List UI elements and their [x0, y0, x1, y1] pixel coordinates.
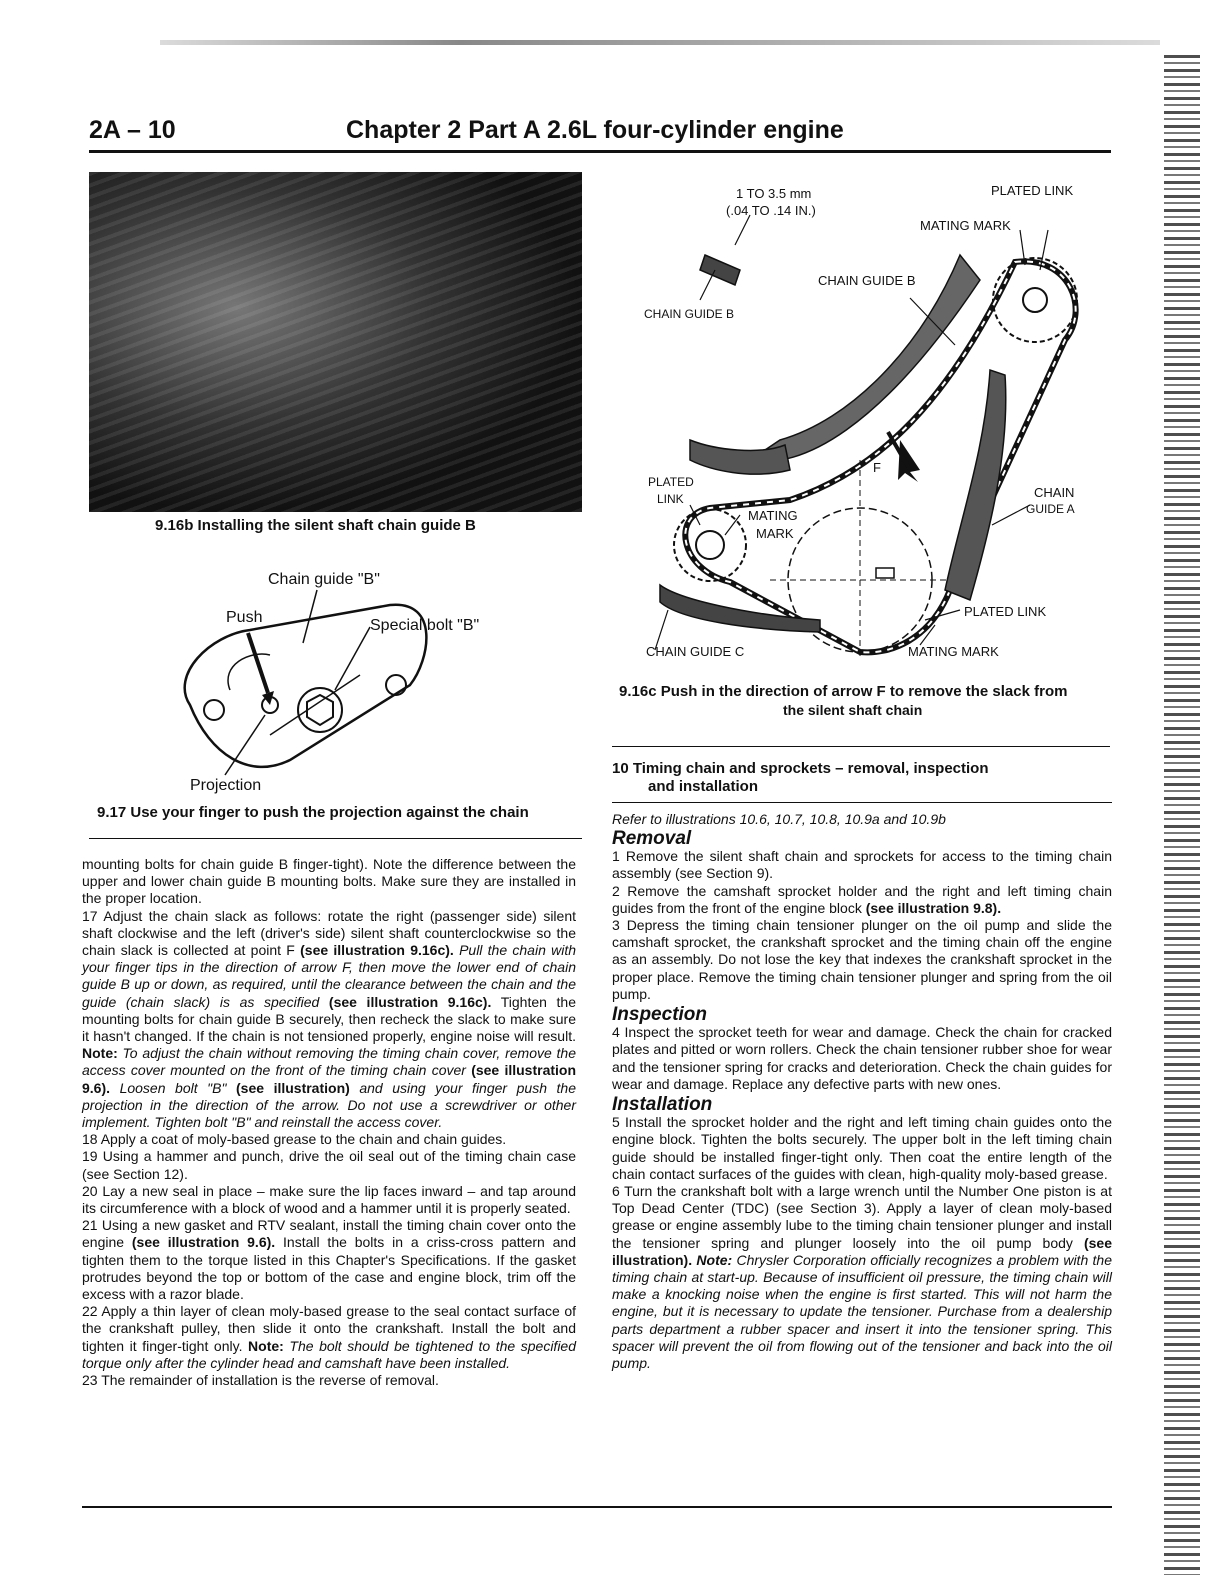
- left-text-column: [82, 856, 576, 1389]
- label-chain-guide-c: CHAIN GUIDE C: [646, 644, 745, 659]
- label-plated-link-bottom: PLATED LINK: [964, 604, 1047, 619]
- label-mating-left-2: MARK: [756, 526, 794, 541]
- section-10-title-1: 10 Timing chain and sprockets – removal, inspection: [612, 760, 989, 777]
- chapter-title: Chapter 2 Part A 2.6L four-cylinder engine: [346, 116, 844, 144]
- paragraph-16-cont: mounting bolts for chain guide B finger-tight). Note the difference between the upper and lower chain guide B mounting bolts. Make sure they are installed in the proper location.: [82, 856, 576, 907]
- label-mating-left-1: MATING: [748, 508, 798, 523]
- label-chain-guide-a-1: CHAIN: [1034, 485, 1075, 500]
- header-rule: [89, 150, 1111, 153]
- caption-9-16c-line2: the silent shaft chain: [783, 702, 923, 718]
- label-plated-link-left-1: PLATED: [648, 475, 694, 489]
- paragraph-19: 19 Using a hammer and punch, drive the oil seal out of the timing chain case (see Section 12).: [82, 1148, 576, 1182]
- paragraph-r4: 4 Inspect the sprocket teeth for wear and damage. Check the chain for cracked plates and pitted or worn rollers. Check the chain tensioner rubber shoe for wear and the tensioner spring for cracks and deterioration. Check the chain guides for wear and damage. Replace any defective parts with new ones.: [612, 1024, 1112, 1092]
- caption-9-16c-line1: 9.16c Push in the direction of arrow F to remove the slack from: [619, 683, 1068, 700]
- label-arrow-f: F: [873, 460, 881, 475]
- caption-9-17: 9.17 Use your finger to push the projection against the chain: [97, 804, 529, 821]
- scan-edge-artifact: [1164, 55, 1200, 1575]
- paragraph-21: 21 Using a new gasket and RTV sealant, install the timing chain cover onto the engine (see illustration 9.6). Install the bolts in a criss-cross pattern and tighten them to the torque listed in this Chapter's Specifications. If the gasket protrudes beyond the top or bottom of the case and engine block, trim off the excess with a razor blade.: [82, 1217, 577, 1303]
- section-10-title-2: and installation: [648, 778, 759, 795]
- heading-inspection: Inspection: [612, 1004, 708, 1026]
- diagram-chain-guide-projection: [170, 565, 520, 795]
- caption-9-16b: 9.16b Installing the silent shaft chain guide B: [155, 517, 476, 534]
- label-push: Push: [226, 609, 263, 626]
- paragraph-20: 20 Lay a new seal in place – make sure the lip faces inward – and tap around its circumference with a block of wood and a hammer until it is properly seated.: [82, 1182, 576, 1217]
- refer-illustrations: Refer to illustrations 10.6, 10.7, 10.8, 10.9a and 10.9b: [612, 811, 946, 827]
- label-chain-guide-a-2: GUIDE A: [1026, 502, 1075, 516]
- diagram-silent-shaft-chain: [620, 170, 1100, 670]
- section-rule: [612, 802, 1112, 803]
- label-special-bolt: Special bolt "B": [370, 617, 480, 634]
- label-chain-guide-b-detail: CHAIN GUIDE B: [644, 307, 735, 321]
- paragraph-22: 22 Apply a thin layer of clean moly-based grease to the seal contact surface of the crankshaft pulley, then slide it onto the crankshaft. Install the bolt and tighten it finger-tight only. Note: The bolt should be tightened to the specified torque only after the cylinder head and camshaft have been installed.: [82, 1303, 576, 1371]
- label-mating-mark-bottom: MATING MARK: [908, 644, 999, 659]
- label-chain-guide: Chain guide "B": [268, 571, 380, 588]
- photo-chain-guide-install: [89, 172, 582, 512]
- label-chain-guide-b-main: CHAIN GUIDE B: [818, 273, 916, 288]
- label-plated-link-top: PLATED LINK: [991, 183, 1074, 198]
- label-projection: Projection: [190, 777, 262, 794]
- paragraph-r2: 2 Remove the camshaft sprocket holder and the right and left timing chain guides from the front of the engine block (see illustration 9.8).: [612, 882, 1112, 916]
- paragraph-17: 17 Adjust the chain slack as follows: rotate the right (passenger side) silent shaft clockwise and the left (driver's side) silent shaft counterclockwise so the chain slack is collected at point F (see illustration 9.16c). Pull the chain with your finger tips in the direction of arrow F, then move the lower end of chain guide B up or down, as required, until the clearance between the chain and the guide (chain slack) is as specified (see illustration 9.16c). Tighten the mounting bolts for chain guide B securely, then recheck the slack to make sure it hasn't changed. If the chain is not tensioned properly, engine noise will result. Note: To adjust the chain without removing the timing chain cover, remove the access cover mounted on the front of the timing chain cover (see illustration 9.6). Loosen bolt "B" (see illustration) and using your finger push the projection in the direction of the arrow. Do not use a screwdriver or other implement. Tighten bolt "B" and reinstall the access cover.: [82, 907, 577, 1131]
- right-text-column: [612, 760, 1112, 1372]
- caption-rule-right: [612, 746, 1110, 747]
- scan-artifact-top: [160, 40, 1160, 45]
- page-number: 2A – 10: [89, 116, 176, 144]
- caption-rule-left: [89, 838, 582, 839]
- footer-rule: [82, 1506, 1112, 1508]
- label-mating-mark-top: MATING MARK: [920, 218, 1011, 233]
- paragraph-r6: 6 Turn the crankshaft bolt with a large wrench until the Number One piston is at Top Dead Center (TDC) (see Section 3). Apply a layer of clean moly-based grease or engine assembly lube to the timing chain tensioner plunger and install the tensioner spring and plunger loosely into the oil pump body (see illustration). Note: Chrysler Corporation officially recognizes a problem with the timing chain at start-up. Because of insufficient oil pressure, the timing chain will make a knocking noise when the engine is first started. This will not harm the engine, but it is necessary to update the tensioner. Purchase from a dealership parts department a rubber spacer and insert it into the tensioner spring. This spacer will prevent the oil from flowing out of the tensioner and back into the oil pump.: [612, 1183, 1112, 1372]
- paragraph-23: 23 The remainder of installation is the reverse of removal.: [82, 1372, 439, 1389]
- label-clearance-2: (.04 TO .14 IN.): [726, 203, 816, 218]
- label-plated-link-left-2: LINK: [657, 492, 684, 506]
- label-clearance-1: 1 TO 3.5 mm: [736, 186, 812, 201]
- paragraph-r1: 1 Remove the silent shaft chain and sprockets for access to the timing chain assembly (see Section 9).: [612, 848, 1112, 882]
- heading-removal: Removal: [612, 828, 692, 849]
- paragraph-r5: 5 Install the sprocket holder and the right and left timing chain guides onto the engine block. Tighten the bolts securely. The upper bolt in the left timing chain guide should be installed finger-tight only. Then coat the entire length of the chain contact surfaces of the guides with clean, high-quality moly-based grease.: [612, 1114, 1112, 1182]
- paragraph-18: 18 Apply a coat of moly-based grease to the chain and chain guides.: [82, 1131, 507, 1148]
- heading-installation: Installation: [612, 1094, 713, 1116]
- paragraph-r3: 3 Depress the timing chain tensioner plunger on the oil pump and slide the camshaft sprocket, the crankshaft sprocket and the timing chain off the engine as an assembly. Do not lose the key that indexes the crankshaft sprocket in the proper place. Remove the timing chain tensioner plunger and spring from the oil pump.: [612, 917, 1112, 1002]
